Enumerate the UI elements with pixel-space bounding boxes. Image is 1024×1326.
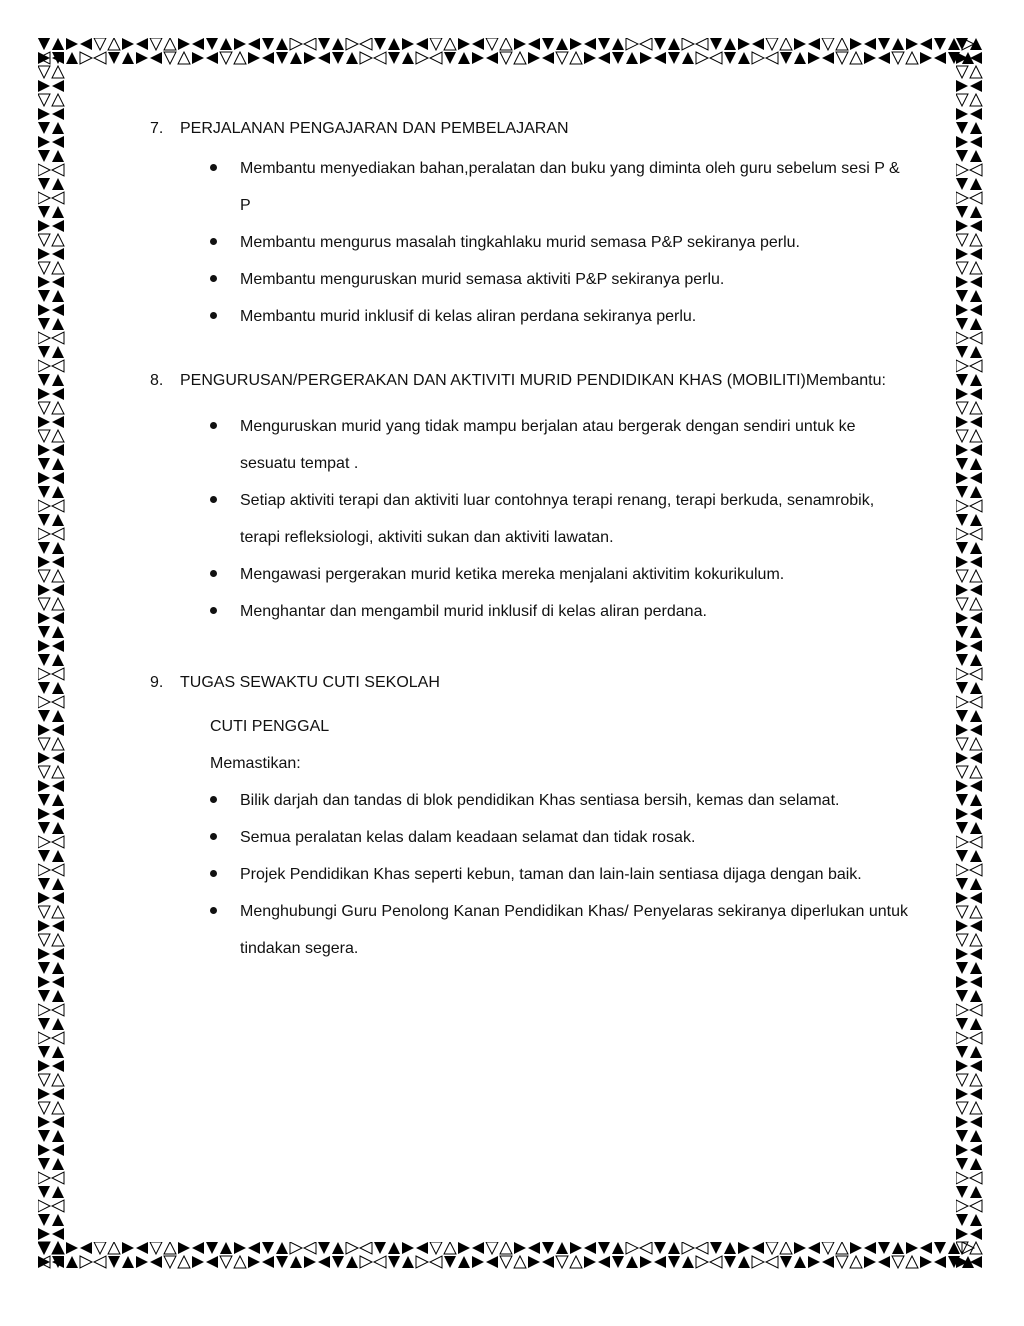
- section-8: [150, 370, 910, 630]
- section-title: TUGAS SEWAKTU CUTI SEKOLAH: [180, 674, 440, 691]
- bullet-icon: [210, 164, 217, 171]
- list-item: [210, 782, 910, 819]
- section-heading: [150, 370, 910, 392]
- list-item-text: Membantu murid inklusif di kelas aliran perdana sekiranya perlu.: [240, 308, 697, 325]
- list-item-text: Projek Pendidikan Khas seperti kebun, taman dan lain-lain sentiasa dijaga dengan baik.: [240, 866, 862, 883]
- list-item-text: Mengawasi pergerakan murid ketika mereka menjalani aktivitim kokurikulum.: [240, 566, 785, 583]
- bullet-icon: [210, 607, 217, 614]
- list-item-text: Membantu mengurus masalah tingkahlaku murid semasa P&P sekiranya perlu.: [240, 234, 800, 251]
- list-item-text: Menghubungi Guru Penolong Kanan Pendidikan Khas/ Penyelaras sekiranya diperlukan untuk tindakan segera.: [240, 903, 909, 957]
- bullet-icon: [210, 275, 217, 282]
- list-item-text: Menghantar dan mengambil murid inklusif di kelas aliran perdana.: [240, 603, 707, 620]
- section-heading: [150, 118, 910, 140]
- bullet-icon: [210, 570, 217, 577]
- list-item: [210, 556, 910, 593]
- section-9: [150, 672, 910, 967]
- section-title: PENGURUSAN/PERGERAKAN DAN AKTIVITI MURID PENDIDIKAN KHAS (MOBILITI)Membantu:: [180, 372, 886, 389]
- section-heading: [150, 672, 910, 694]
- decorative-border-top: [38, 38, 986, 78]
- list-item-text: Membantu menyediakan bahan,peralatan dan buku yang diminta oleh guru sebelum sesi P & P: [240, 160, 900, 214]
- decorative-border-bottom: [38, 1242, 986, 1282]
- list-item: [210, 224, 910, 261]
- decorative-border-right: [956, 38, 986, 1282]
- list-item: [210, 856, 910, 893]
- document-body: [150, 118, 910, 967]
- section-number: 9.: [150, 674, 164, 691]
- bullet-icon: [210, 238, 217, 245]
- bullet-icon: [210, 833, 217, 840]
- bullet-list: [150, 150, 910, 335]
- subheading: CUTI PENGGAL: [210, 718, 330, 735]
- list-item: [210, 408, 910, 482]
- decorative-border-left: [38, 38, 68, 1282]
- list-item: [210, 150, 910, 224]
- triangle-pattern-icon: [38, 38, 68, 1282]
- list-item: [210, 482, 910, 556]
- triangle-pattern-icon: [38, 38, 986, 78]
- list-item-text: Membantu menguruskan murid semasa aktiviti P&P sekiranya perlu.: [240, 271, 725, 288]
- section-number: 7.: [150, 120, 164, 137]
- intro-text: Memastikan:: [210, 755, 301, 772]
- bullet-icon: [210, 312, 217, 319]
- section-number: 8.: [150, 372, 164, 389]
- list-item: [210, 261, 910, 298]
- section-7: [150, 118, 910, 335]
- bullet-icon: [210, 870, 217, 877]
- list-item-text: Menguruskan murid yang tidak mampu berjalan atau bergerak dengan sendiri untuk ke sesuatu tempat .: [240, 418, 856, 472]
- bullet-icon: [210, 796, 217, 803]
- list-item: [210, 819, 910, 856]
- bullet-list: [150, 408, 910, 630]
- bullet-list: [150, 782, 910, 967]
- list-item-text: Bilik darjah dan tandas di blok pendidikan Khas sentiasa bersih, kemas dan selamat.: [240, 792, 840, 809]
- list-item-text: Setiap aktiviti terapi dan aktiviti luar contohnya terapi renang, terapi berkuda, senamrobik, terapi refleksiologi, aktiviti sukan dan aktiviti lawatan.: [240, 492, 875, 546]
- list-item: [210, 298, 910, 335]
- triangle-pattern-icon: [38, 1242, 986, 1282]
- list-item: [210, 893, 910, 967]
- list-item-text: Semua peralatan kelas dalam keadaan selamat dan tidak rosak.: [240, 829, 696, 846]
- section-title: PERJALANAN PENGAJARAN DAN PEMBELAJARAN: [180, 120, 569, 137]
- triangle-pattern-icon: [956, 38, 986, 1282]
- bullet-icon: [210, 907, 217, 914]
- list-item: [210, 593, 910, 630]
- bullet-icon: [210, 422, 217, 429]
- bullet-icon: [210, 496, 217, 503]
